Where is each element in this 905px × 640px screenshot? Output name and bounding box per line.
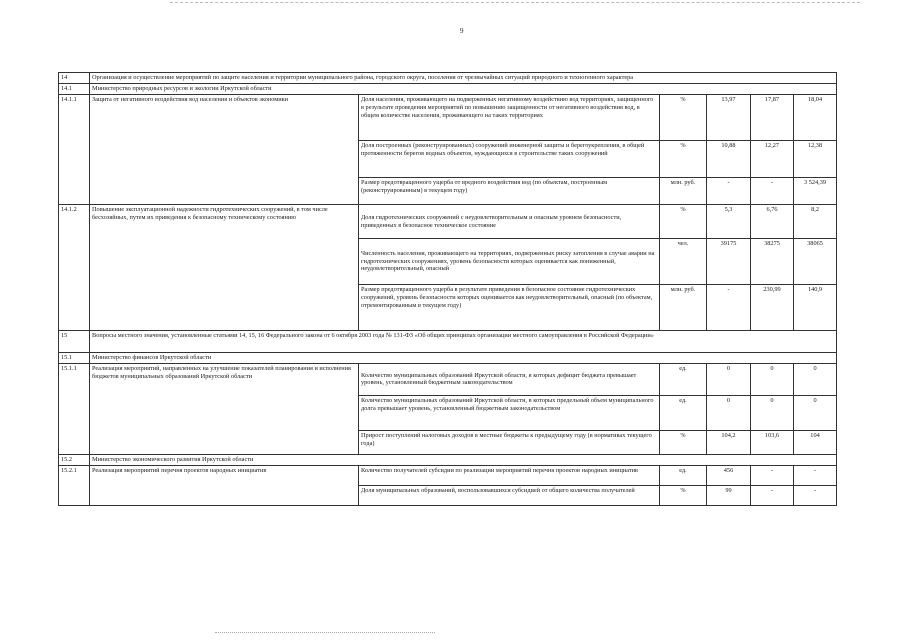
indicator-value: 104,2 xyxy=(707,430,751,454)
indicator-text: Доля гидротехнических сооружений с неудовлетворительным и опасным уровнем безопасности, приведенных в безопасное техническое состояние xyxy=(359,205,660,239)
scan-bottom-line xyxy=(215,632,435,633)
indicator-value: 0 xyxy=(707,363,751,395)
indicator-value: 38065 xyxy=(794,239,837,285)
indicator-value: 39175 xyxy=(707,239,751,285)
section-row xyxy=(59,73,837,84)
indicator-unit: % xyxy=(660,430,707,454)
indicator-value: 0 xyxy=(751,395,794,430)
indicator-text: Количество муниципальных образований Иркутской области, в которых дефицит бюджета превышает уровень, установленный бюджетным законодательством xyxy=(359,363,660,395)
item-number: 14.1.2 xyxy=(59,205,90,331)
indicator-text: Размер предотвращенного ущерба от вредного воздействия вод (по объектам, построенным (реконструированным) в текущем году) xyxy=(359,178,660,205)
indicator-value: 12,27 xyxy=(751,141,794,178)
indicator-value: - xyxy=(707,178,751,205)
indicator-text: Доля муниципальных образований, воспользовавшихся субсидией от общего количества получателей xyxy=(359,485,660,505)
indicator-value: 12,38 xyxy=(794,141,837,178)
indicator-unit: ед. xyxy=(660,465,707,485)
indicator-unit: % xyxy=(660,95,707,141)
section-title: Министерство природных ресурсов и экологии Иркутской области xyxy=(90,84,837,95)
indicator-value: - xyxy=(751,178,794,205)
indicator-value: 17,87 xyxy=(751,95,794,141)
section-row xyxy=(59,454,837,465)
indicators-table xyxy=(58,72,837,506)
section-number: 15.2 xyxy=(59,454,90,465)
indicator-value: - xyxy=(751,465,794,485)
section-row xyxy=(59,84,837,95)
indicator-value: 10,88 xyxy=(707,141,751,178)
indicator-value: - xyxy=(794,485,837,505)
section-number: 15.1 xyxy=(59,353,90,364)
indicator-value: 99 xyxy=(707,485,751,505)
indicator-value: 13,97 xyxy=(707,95,751,141)
indicator-unit: % xyxy=(660,141,707,178)
section-title: Министерство экономического развития Иркутской области xyxy=(90,454,837,465)
indicator-value: 104 xyxy=(794,430,837,454)
indicator-value: 18,04 xyxy=(794,95,837,141)
indicator-value: 8,2 xyxy=(794,205,837,239)
table-row xyxy=(59,95,837,141)
indicator-value: - xyxy=(707,285,751,331)
indicator-text: Доля населения, проживающего на подверженных негативному воздействию вод территориях, защищенного в результате проведения мероприятий по повышению защищенности от негативного воздействия вод, в общем количестве населения, проживающего на таких территориях xyxy=(359,95,660,141)
measure-name: Защита от негативного воздействия вод населения и объектов экономики xyxy=(90,95,359,205)
indicator-text: Количество получателей субсидии по реализации мероприятий перечня проектов народных инициатив xyxy=(359,465,660,485)
section-row xyxy=(59,331,837,353)
indicator-value: 0 xyxy=(794,363,837,395)
section-number: 14.1 xyxy=(59,84,90,95)
indicator-text: Доля построенных (реконструированных) сооружений инженерной защиты и берегоукрепления, в общей протяженности берегов водных объектов, нуждающихся в строительстве таких сооружений xyxy=(359,141,660,178)
indicator-text: Численность населения, проживающего на территориях, подверженных риску затопления в случае аварии на гидротехнических сооружениях, уровень безопасности которых оценивается как пониженный, неудовлетворительный, опасный xyxy=(359,239,660,285)
item-number: 14.1.1 xyxy=(59,95,90,205)
table-row xyxy=(59,465,837,485)
indicator-unit: чел. xyxy=(660,239,707,285)
section-title: Организация и осуществление мероприятий по защите населения и территории муниципального района, городского округа, поселения от чрезвычайных ситуаций природного и техногенного характера xyxy=(90,73,837,84)
indicator-unit: % xyxy=(660,205,707,239)
measure-name: Повышение эксплуатационной надежности гидротехнических сооружений, в том числе бесхозяйных, путем их приведения к безопасному техническому состоянию xyxy=(90,205,359,331)
indicator-value: 6,76 xyxy=(751,205,794,239)
indicator-unit: млн. руб. xyxy=(660,178,707,205)
indicator-text: Размер предотвращенного ущерба в результате приведения в безопасное состояние гидротехнических сооружений, уровень безопасности которых оценивается как неудовлетворительный, опасный (по объектам, отремонтированным в текущем году) xyxy=(359,285,660,331)
indicator-value: - xyxy=(794,465,837,485)
indicator-unit: % xyxy=(660,485,707,505)
indicator-unit: млн. руб. xyxy=(660,285,707,331)
item-number: 15.2.1 xyxy=(59,465,90,505)
measure-name: Реализация мероприятий перечня проектов народных инициатив xyxy=(90,465,359,505)
indicator-value: - xyxy=(751,485,794,505)
indicator-value: 3 524,39 xyxy=(794,178,837,205)
indicator-unit: ед. xyxy=(660,363,707,395)
section-title: Вопросы местного значения, установленные статьями 14, 15, 16 Федерального закона от 6 октября 2003 года № 131-ФЗ «Об общих принципах организации местного самоуправления в Российской Федерации» xyxy=(90,331,837,353)
scan-top-line xyxy=(170,2,860,3)
indicator-value: 5,3 xyxy=(707,205,751,239)
item-number: 15.1.1 xyxy=(59,363,90,454)
measure-name: Реализация мероприятий, направленных на улучшение показателей планирования и исполнения бюджетов муниципальных образований Иркутской области xyxy=(90,363,359,454)
indicator-value: 103,6 xyxy=(751,430,794,454)
indicator-value: 38275 xyxy=(751,239,794,285)
indicator-value: 0 xyxy=(751,363,794,395)
section-title: Министерство финансов Иркутской области xyxy=(90,353,837,364)
indicator-text: Количество муниципальных образований Иркутской области, в которых предельный объем муниципального долга превышает уровень, установленный бюджетным законодательством xyxy=(359,395,660,430)
page-number: 9 xyxy=(460,27,464,35)
indicator-value: 0 xyxy=(707,395,751,430)
indicator-unit: ед. xyxy=(660,395,707,430)
section-row xyxy=(59,353,837,364)
indicator-value: 0 xyxy=(794,395,837,430)
indicator-value: 230,99 xyxy=(751,285,794,331)
table-row xyxy=(59,205,837,239)
section-number: 15 xyxy=(59,331,90,353)
indicator-value: 140,9 xyxy=(794,285,837,331)
table-row xyxy=(59,363,837,395)
section-number: 14 xyxy=(59,73,90,84)
indicator-value: 456 xyxy=(707,465,751,485)
indicator-text: Прирост поступлений налоговых доходов в местные бюджеты к предыдущему году (в нормативах текущего года) xyxy=(359,430,660,454)
